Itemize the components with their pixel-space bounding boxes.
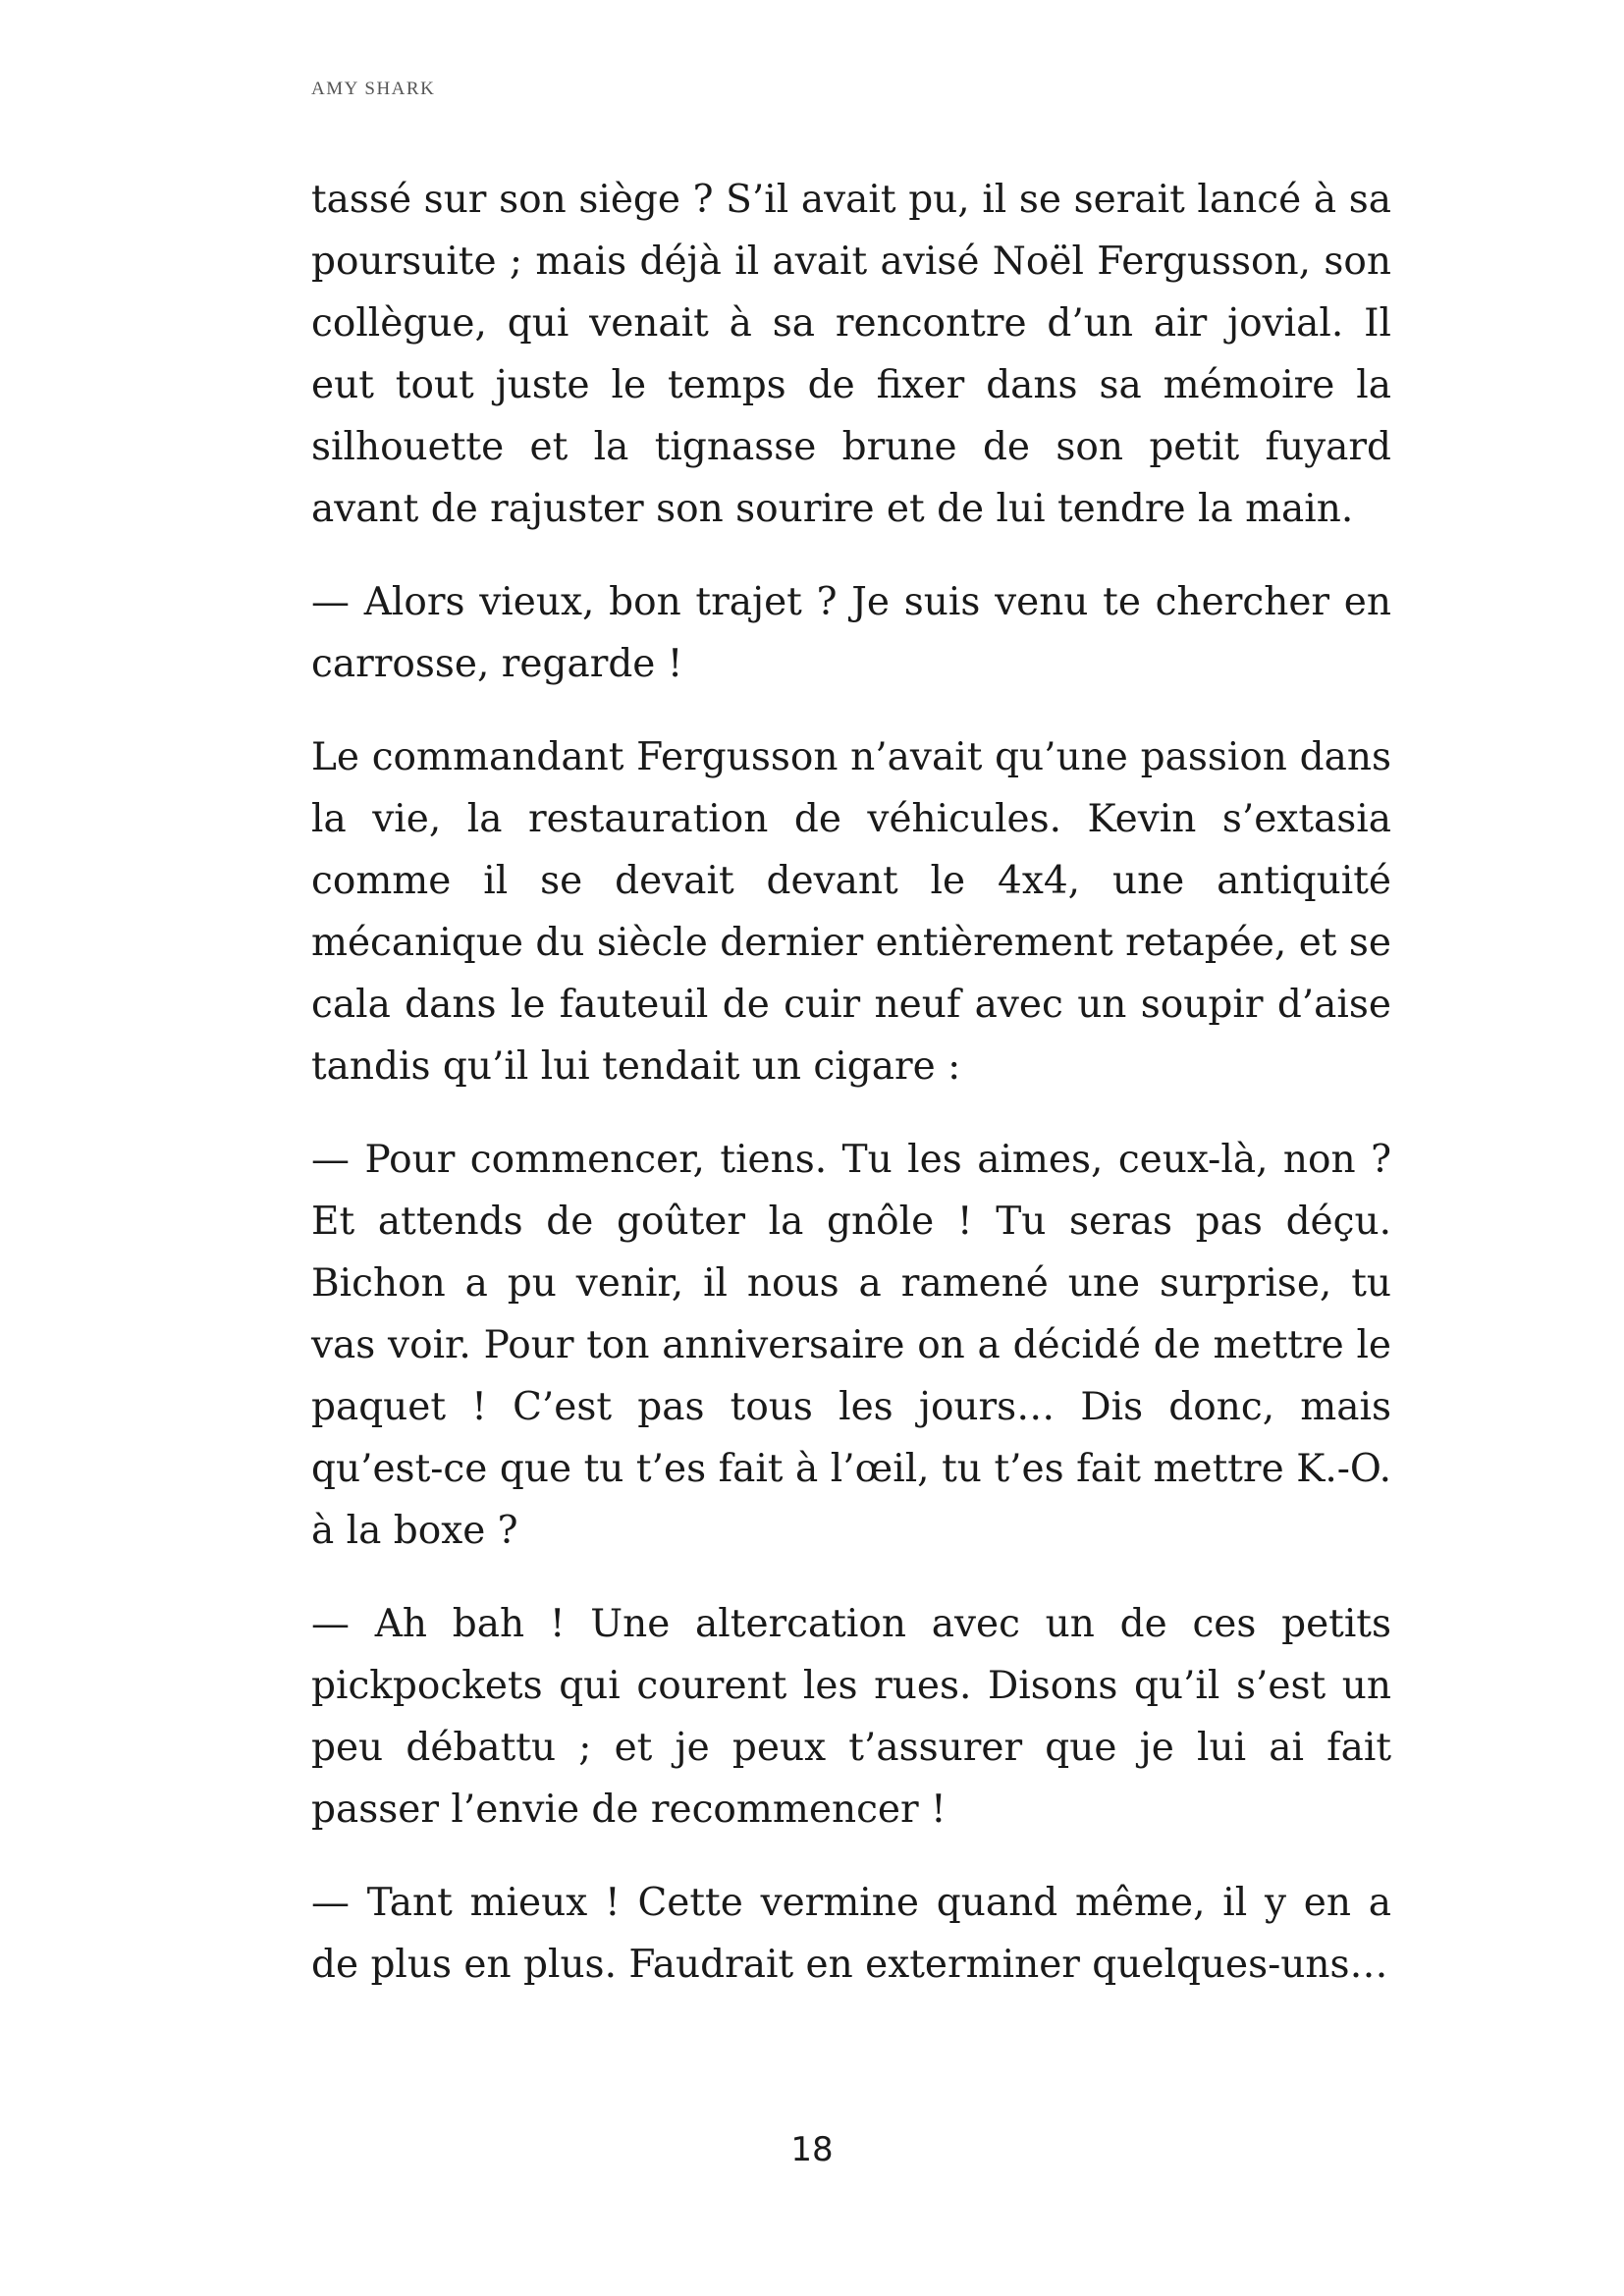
running-header: AMY SHARK bbox=[311, 79, 436, 99]
paragraph: Le commandant Fergusson n’avait qu’une passion dans la vie, la restauration de véhicules. Kevin s’extasia comme il se devait devant le 4x4, une antiquité mécanique du siècle dernier entièrement retapée, et se cala dans le fauteuil de cuir neuf avec un soupir d’aise tandis qu’il lui tendait un cigare : bbox=[311, 735, 1391, 1089]
paragraph: — Pour commencer, tiens. Tu les aimes, ceux-là, non ? Et attends de goûter la gnôle ! Tu seras pas déçu. Bichon a pu venir, il nous a ramené une surprise, tu vas voir. Pour ton anniversaire on a décidé de mettre le paquet ! C’est pas tous les jours… Dis donc, mais qu’est-ce que tu t’es fait à l’œil, tu t’es fait mettre K.-O. à la boxe ? bbox=[311, 1138, 1391, 1553]
page-number: 18 bbox=[790, 2130, 834, 2169]
paragraph: — Alors vieux, bon trajet ? Je suis venu te chercher en carrosse, regarde ! bbox=[311, 580, 1391, 686]
paragraph: tassé sur son siège ? S’il avait pu, il se serait lancé à sa poursuite ; mais déjà il avait avisé Noël Fergusson, son collègue, qui venait à sa rencontre d’un air jovial. Il eut tout juste le temps de fixer dans sa mémoire la silhouette et la tignasse brune de son petit fuyard avant de rajuster son sourire et de lui tendre la main. bbox=[311, 178, 1391, 531]
paragraph: — Tant mieux ! Cette vermine quand même, il y en a de plus en plus. Faudrait en exterminer quelques-uns… bbox=[311, 1881, 1391, 1987]
paragraph: — Ah bah ! Une altercation avec un de ces petits pickpockets qui courent les rues. Disons qu’il s’est un peu débattu ; et je peux t’assurer que je lui ai fait passer l’envie de recommencer ! bbox=[311, 1602, 1391, 1832]
body-text bbox=[311, 169, 1391, 2027]
